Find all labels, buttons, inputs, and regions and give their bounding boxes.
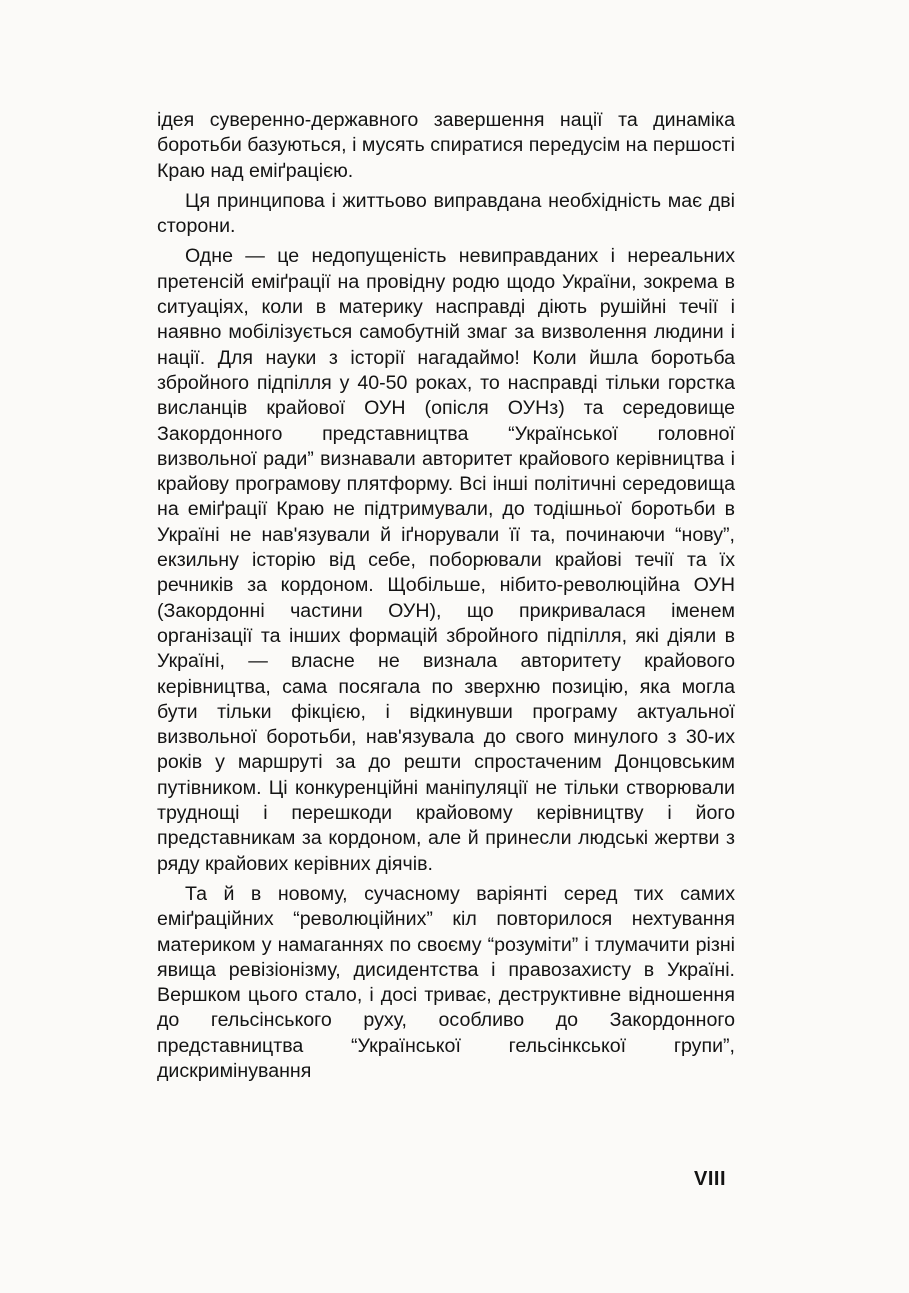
paragraph-3: Одне — це недопущеність невиправданих і нереальних претенсій еміґрації на провідну родю щодо України, зокрема в ситуаціях, коли в материку насправді діють рушійні течії і наявно мобілізується самобутній змаг за визволення людини і нації. Для науки з історії нагадаймо! Коли йшла боротьба збройного підпілля у 40-50 роках, то насправді тільки горстка висланців крайової ОУН (опісля ОУНз) та середовище Закордонного представництва “Української головної визвольної ради” визнавали авторитет крайового керівництва і крайову програмову плятформу. Всі інші політичні середовища на еміґрації Краю не підтримували, до тодішньої боротьби в Україні не нав'язували й іґнорували її та, починаючи “нову”, екзильну історію від себе, поборювали крайові течії та їх речників за кордоном. Щобільше, нібито-революційна ОУН (Закордонні частини ОУН), що прикривалася іменем організації та інших формацій збройного підпілля, які діяли в Україні, — власне не визнала авторитету крайового керівництва, сама посягала по зверхню позицію, яка могла бути тільки фікцією, і відкинувши програму актуальної визвольної боротьби, нав'язувала до свого минулого з 30-их років у маршруті за до решти спростаченим Донцовським путівником. Ці конкуренційні маніпуляції не тільки створювали труднощі і перешкоди крайовому керівництву і його представникам за кордоном, але й принесли людські жертви з ряду крайових керівних діячів. [157, 245, 735, 875]
paragraph-4: Та й в новому, сучасному варіянті серед тих самих еміґраційних “революційних” кіл повторилося нехтування материком у намаганнях по своєму “розуміти” і тлумачити різні явища ревізіонізму, дисидентства і правозахисту в Україні. Вершком цього стало, і досі триває, деструктивне відношення до гельсінського руху, особливо до Закордонного представництва “Української гельсінкської групи”, дискримінування [157, 882, 735, 1082]
paragraph-2: Ця принципова і життьово виправдана необхідність має дві сторони. [157, 189, 735, 238]
page-number: VIII [694, 1168, 727, 1190]
body-text [157, 108, 735, 1089]
paragraph-1: ідея суверенно-державного завершення нації та динаміка боротьби базуються, і мусять спиратися передусім на першості Краю над еміґрацією. [157, 109, 735, 182]
